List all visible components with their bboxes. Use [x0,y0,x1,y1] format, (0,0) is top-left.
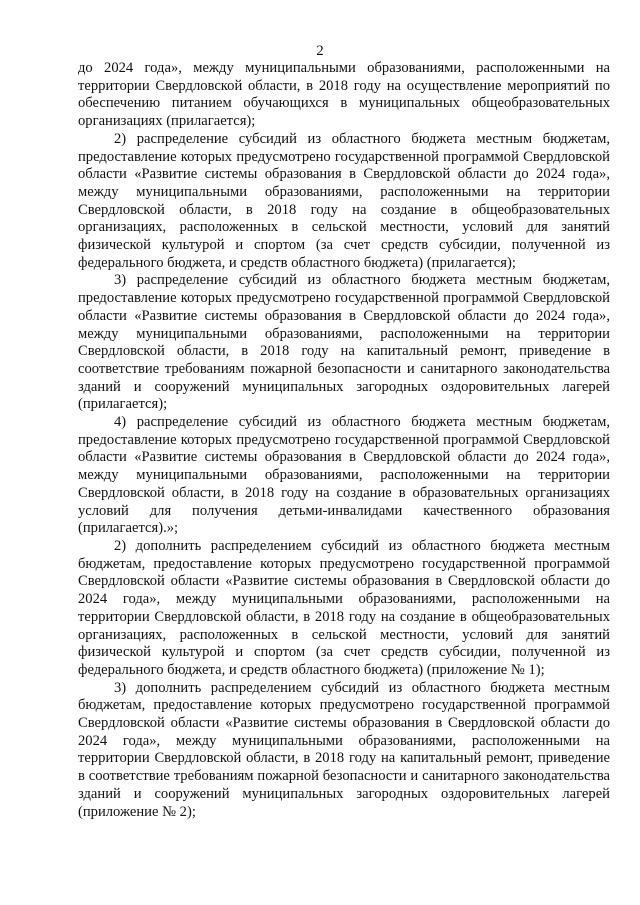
paragraph-continuation: до 2024 года», между муниципальными образованиями, расположенными на территории Свердловской области, в 2018 году на осуществление мероприятий по обеспечению питанием обучающихся в муниципальных общеобразовательных организациях (прилагается); [78,60,610,130]
paragraph-item-2-subsidies-rural-sports: 2) распределение субсидий из областного бюджета местным бюджетам, предоставление которых предусмотрено государственной программой Свердловской области «Развитие системы образования в Свердловской области до 2024 года», между муниципальными образованиями, расположенными на территории Свердловской области, в 2018 году на создание в общеобразовательных организациях, расположенных в сельской местности, условий для занятий физической культурой и спортом (за счет средств субсидии, полученной из федерального бюджета, и средств областного бюджета) (прилагается); [78,130,610,271]
document-body [78,60,610,821]
paragraph-item-4-subsidies-disabled-children: 4) распределение субсидий из областного бюджета местным бюджетам, предоставление которых предусмотрено государственной программой Свердловской области «Развитие системы образования в Свердловской области до 2024 года», между муниципальными образованиями, расположенными на территории Свердловской области, в 2018 году на создание в образовательных организациях условий для получения детьми-инвалидами качественного образования (прилагается).»; [78,414,610,537]
paragraph-amendment-3-annex-2: 3) дополнить распределением субсидий из областного бюджета местным бюджетам, предоставление которых предусмотрено государственной программой Свердловской области «Развитие системы образования в Свердловской области до 2024 года», между муниципальными образованиями, расположенными на территории Свердловской области, в 2018 году на капитальный ремонт, приведение в соответствие требованиям пожарной безопасности и санитарного законодательства зданий и сооружений муниципальных загородных оздоровительных лагерей (приложение № 2); [78,679,610,820]
paragraph-amendment-2-annex-1: 2) дополнить распределением субсидий из областного бюджета местным бюджетам, предоставление которых предусмотрено государственной программой Свердловской области «Развитие системы образования в Свердловской области до 2024 года», между муниципальными образованиями, расположенными на территории Свердловской области, в 2018 году на создание в общеобразовательных организациях, расположенных в сельской местности, условий для занятий физической культурой и спортом (за счет средств субсидии, полученной из федерального бюджета, и средств областного бюджета) (приложение № 1); [78,537,610,678]
page-number: 2 [316,43,324,59]
paragraph-item-3-subsidies-camps-repair: 3) распределение субсидий из областного бюджета местным бюджетам, предоставление которых предусмотрено государственной программой Свердловской области «Развитие системы образования в Свердловской области до 2024 года», между муниципальными образованиями, расположенными на территории Свердловской области, в 2018 году на капитальный ремонт, приведение в соответствие требованиям пожарной безопасности и санитарного законодательства зданий и сооружений муниципальных загородных оздоровительных лагерей (прилагается); [78,272,610,413]
